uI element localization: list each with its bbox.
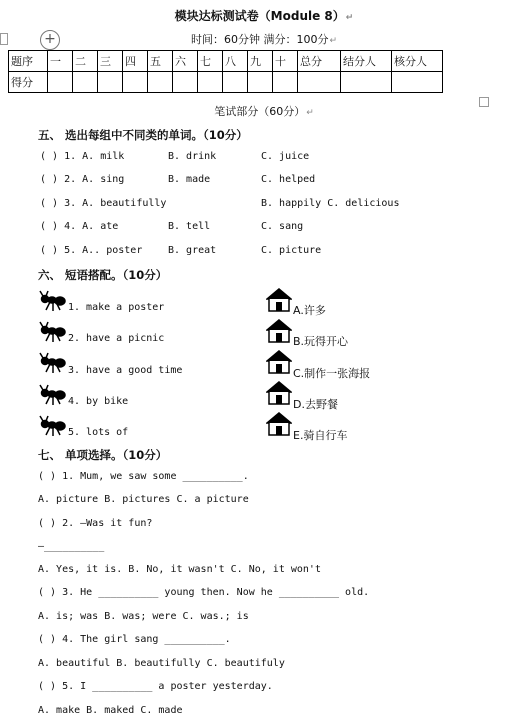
s6-right-c: C.制作一张海报: [293, 367, 371, 380]
s7-q3-options: A. is; was B. was; were C. was.; is: [38, 611, 249, 622]
score-table-header-row: [9, 51, 443, 72]
s5-q5-c: C. picture: [261, 245, 322, 256]
s7-q4: ( ) 4. The girl sang __________.: [38, 634, 231, 645]
section5-heading: 五、 选出每组中不同类的单词。（10分）: [38, 128, 248, 142]
s5-q2-stem: ( ) 2. A. sing: [40, 174, 125, 185]
s5-q3-bc: B. happily C. delicious: [261, 198, 400, 209]
score-cell[interactable]: [148, 72, 173, 93]
written-part-heading: [0, 103, 528, 119]
s7-q5-options: A. make B. maked C. made: [38, 705, 183, 716]
s5-q1-b: B. drink: [168, 151, 217, 162]
cell-q10[interactable]: 十: [273, 51, 298, 72]
cell-q8[interactable]: 八: [223, 51, 248, 72]
ant-icon: [38, 352, 66, 374]
s5-q3-stem: ( ) 3. A. beautifully: [40, 198, 167, 209]
s6-left-1: 1. make a poster: [68, 302, 165, 313]
score-table: [8, 50, 443, 93]
section6-heading: 六、 短语搭配。（10分）: [38, 268, 168, 282]
cell-checker[interactable]: 核分人: [392, 51, 443, 72]
s6-left-3: 3. have a good time: [68, 365, 183, 376]
house-icon: [266, 349, 292, 375]
s6-left-5: 5. lots of: [68, 427, 129, 438]
s5-q4-c: C. sang: [261, 221, 304, 232]
score-cell[interactable]: [273, 72, 298, 93]
s7-q5: ( ) 5. I __________ a poster yesterday.: [38, 681, 273, 692]
ant-icon: [38, 321, 66, 343]
paragraph-mark: ↵: [306, 108, 314, 118]
ant-icon: [38, 384, 66, 406]
score-cell[interactable]: [98, 72, 123, 93]
house-icon: [266, 287, 292, 313]
s7-q2: ( ) 2. —Was it fun?: [38, 518, 153, 529]
exam-info: [0, 31, 528, 47]
score-cell[interactable]: [173, 72, 198, 93]
cell-q4[interactable]: 四: [123, 51, 148, 72]
s7-q2-options: A. Yes, it is. B. No, it wasn't C. No, it won't: [38, 564, 321, 575]
s5-q1-stem: ( ) 1. A. milk: [40, 151, 125, 162]
cell-q5[interactable]: 五: [148, 51, 173, 72]
add-table-column-icon[interactable]: +: [40, 30, 60, 50]
paragraph-mark: ↵: [329, 36, 338, 46]
cell-q7[interactable]: 七: [198, 51, 223, 72]
s5-q5-stem: ( ) 5. A.. poster: [40, 245, 143, 256]
cell-label[interactable]: 题序: [9, 51, 48, 72]
s7-q2-answer-line: —__________: [38, 541, 105, 552]
score-table-score-row: [9, 72, 443, 93]
cell-q9[interactable]: 九: [248, 51, 273, 72]
s6-right-a: A.许多: [293, 304, 326, 317]
s6-right-d: D.去野餐: [293, 398, 338, 411]
s7-q4-options: A. beautiful B. beautifully C. beautifuly: [38, 658, 285, 669]
s7-q1-options: A. picture B. pictures C. a picture: [38, 494, 249, 505]
s5-q5-b: B. great: [168, 245, 217, 256]
cell-q1[interactable]: 一: [48, 51, 73, 72]
score-cell[interactable]: [298, 72, 341, 93]
cell-q6[interactable]: 六: [173, 51, 198, 72]
exam-info-text: 时间：60分钟 满分：100分: [190, 33, 329, 46]
score-cell[interactable]: [341, 72, 392, 93]
s6-right-e: E.骑自行车: [293, 429, 348, 442]
s7-q3: ( ) 3. He __________ young then. Now he __________ old.: [38, 587, 370, 598]
score-cell[interactable]: [48, 72, 73, 93]
s6-left-4: 4. by bike: [68, 396, 129, 407]
cell-score-label[interactable]: 得分: [9, 72, 48, 93]
score-cell[interactable]: [223, 72, 248, 93]
s6-left-2: 2. have a picnic: [68, 333, 165, 344]
paragraph-mark: ↵: [345, 13, 354, 23]
s5-q2-c: C. helped: [261, 174, 316, 185]
house-icon: [266, 380, 292, 406]
s5-q4-stem: ( ) 4. A. ate: [40, 221, 119, 232]
s5-q1-c: C. juice: [261, 151, 310, 162]
ant-icon: [38, 415, 66, 437]
house-icon: [266, 411, 292, 437]
title-text: 模块达标测试卷（Module 8）: [174, 9, 345, 23]
cell-scorer[interactable]: 结分人: [341, 51, 392, 72]
s6-right-b: B.玩得开心: [293, 335, 349, 348]
page-title: [0, 7, 528, 24]
section7-heading: 七、 单项选择。（10分）: [38, 448, 168, 462]
score-cell[interactable]: [123, 72, 148, 93]
cell-q2[interactable]: 二: [73, 51, 98, 72]
score-cell[interactable]: [392, 72, 443, 93]
cell-total[interactable]: 总分: [298, 51, 341, 72]
s5-q4-b: B. tell: [168, 221, 211, 232]
cell-q3[interactable]: 三: [98, 51, 123, 72]
ant-icon: [38, 290, 66, 312]
house-icon: [266, 318, 292, 344]
s5-q2-b: B. made: [168, 174, 211, 185]
score-cell[interactable]: [248, 72, 273, 93]
s7-q1: ( ) 1. Mum, we saw some __________.: [38, 471, 249, 482]
written-part-text: 笔试部分（60分）: [214, 105, 306, 118]
score-cell[interactable]: [73, 72, 98, 93]
score-cell[interactable]: [198, 72, 223, 93]
